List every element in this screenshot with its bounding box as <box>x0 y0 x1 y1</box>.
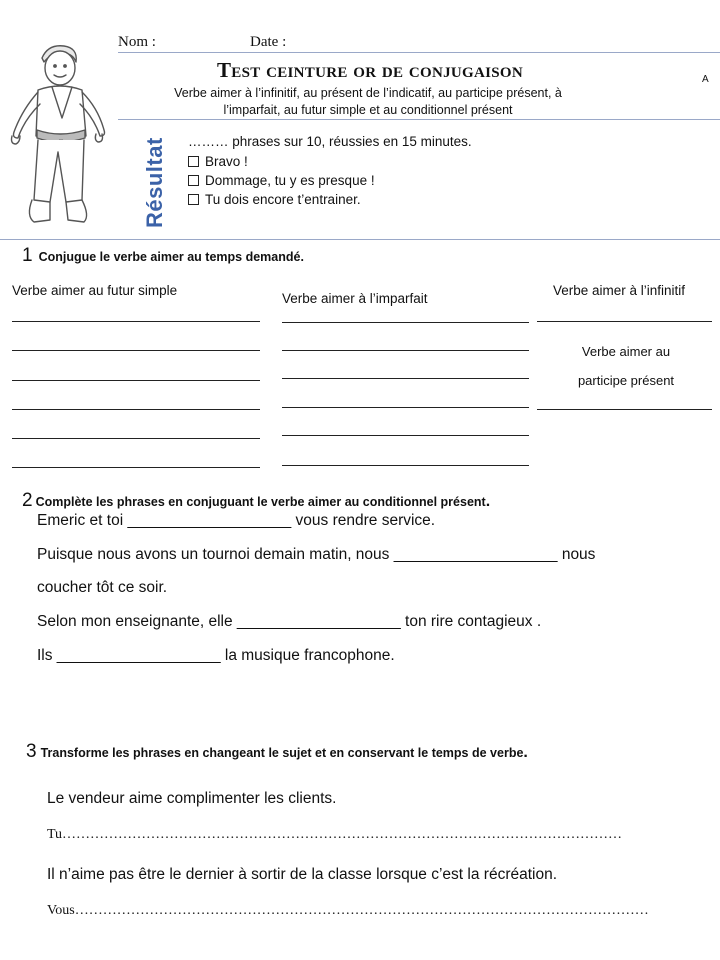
checkbox-icon[interactable] <box>188 175 199 186</box>
corner-letter: A <box>702 74 709 85</box>
answer-blank-imparfait[interactable] <box>282 322 529 323</box>
checkbox-icon[interactable] <box>188 156 199 167</box>
section-instruction: Conjugue le verbe aimer au temps demandé. <box>38 250 304 264</box>
answer-blank-participe[interactable] <box>537 409 712 410</box>
answer-dotted-line[interactable]: Tu………………………………………………………………………………………………………… <box>47 827 623 842</box>
section-2-heading: 2 Complète les phrases en conjuguant le verbe aimer au conditionnel présent. <box>22 490 491 511</box>
section-3-heading: 3 Transforme les phrases en changeant le sujet et en conservant le temps de verbe. <box>26 741 528 762</box>
section-instruction: Transforme les phrases en changeant le sujet et en conservant le temps de verbe <box>40 746 524 760</box>
score-line: ……… phrases sur 10, réussies en 15 minutes. <box>188 134 472 149</box>
header-rule-top <box>118 52 720 53</box>
column-header-imparfait: Verbe aimer à l’imparfait <box>282 291 428 306</box>
section-instruction: Complète les phrases en conjuguant le verbe aimer au conditionnel présent <box>35 495 486 509</box>
result-option: Bravo ! <box>188 154 248 169</box>
subtitle-line-2: l’imparfait, au futur simple et au conditionnel présent <box>223 103 513 117</box>
source-sentence: Le vendeur aime complimenter les clients. <box>47 790 337 807</box>
answer-blank-infinitif[interactable] <box>537 321 712 322</box>
answer-blank-imparfait[interactable] <box>282 350 529 351</box>
answer-blank-futur[interactable] <box>12 467 260 468</box>
source-sentence: Il n’aime pas être le dernier à sortir de la classe lorsque c’est la récréation. <box>47 866 558 883</box>
answer-blank-futur[interactable] <box>12 380 260 381</box>
header-rule-bottom <box>118 119 720 120</box>
column-header-futur: Verbe aimer au futur simple <box>12 283 178 298</box>
sentence-line: Ils ___________________ la musique francophone. <box>37 647 395 664</box>
answer-blank-futur[interactable] <box>12 321 260 322</box>
answer-blank-futur[interactable] <box>12 438 260 439</box>
checkbox-icon[interactable] <box>188 194 199 205</box>
section-number: 2 <box>22 490 33 511</box>
answer-blank-futur[interactable] <box>12 350 260 351</box>
result-option: Dommage, tu y es presque ! <box>188 173 375 188</box>
result-option: Tu dois encore t’entrainer. <box>188 192 361 207</box>
answer-blank-futur[interactable] <box>12 409 260 410</box>
column-header-participe: Verbe aimer au participe présent <box>577 344 675 388</box>
subtitle-line-1: Verbe aimer à l’infinitif, au présent de l’indicatif, au participe présent, à <box>174 86 562 100</box>
sentence-line: Emeric et toi ___________________ vous rendre service. <box>37 512 436 529</box>
sentence-line: coucher tôt ce soir. <box>37 579 168 596</box>
answer-dotted-line[interactable]: Vous…………………………………………………………………………………………………………… <box>47 903 649 918</box>
answer-blank-imparfait[interactable] <box>282 465 529 466</box>
sentence-line: Puisque nous avons un tournoi demain matin, nous ___________________ nous <box>37 546 596 563</box>
result-vertical-label: Résultat <box>142 137 167 228</box>
answer-blank-imparfait[interactable] <box>282 378 529 379</box>
answer-blank-imparfait[interactable] <box>282 435 529 436</box>
page-title: Test ceinture or de conjugaison <box>216 58 524 82</box>
answer-blank-imparfait[interactable] <box>282 407 529 408</box>
date-label: Date : <box>250 34 287 50</box>
result-rule <box>0 239 720 240</box>
nom-label: Nom : <box>118 34 156 50</box>
section-number: 1 <box>22 245 33 266</box>
karate-kid-icon <box>4 40 114 240</box>
section-number: 3 <box>26 741 37 762</box>
column-header-infinitif: Verbe aimer à l’infinitif <box>553 283 686 298</box>
section-1-heading <box>22 245 304 267</box>
sentence-line: Selon mon enseignante, elle ___________________ ton rire contagieux . <box>37 613 542 630</box>
